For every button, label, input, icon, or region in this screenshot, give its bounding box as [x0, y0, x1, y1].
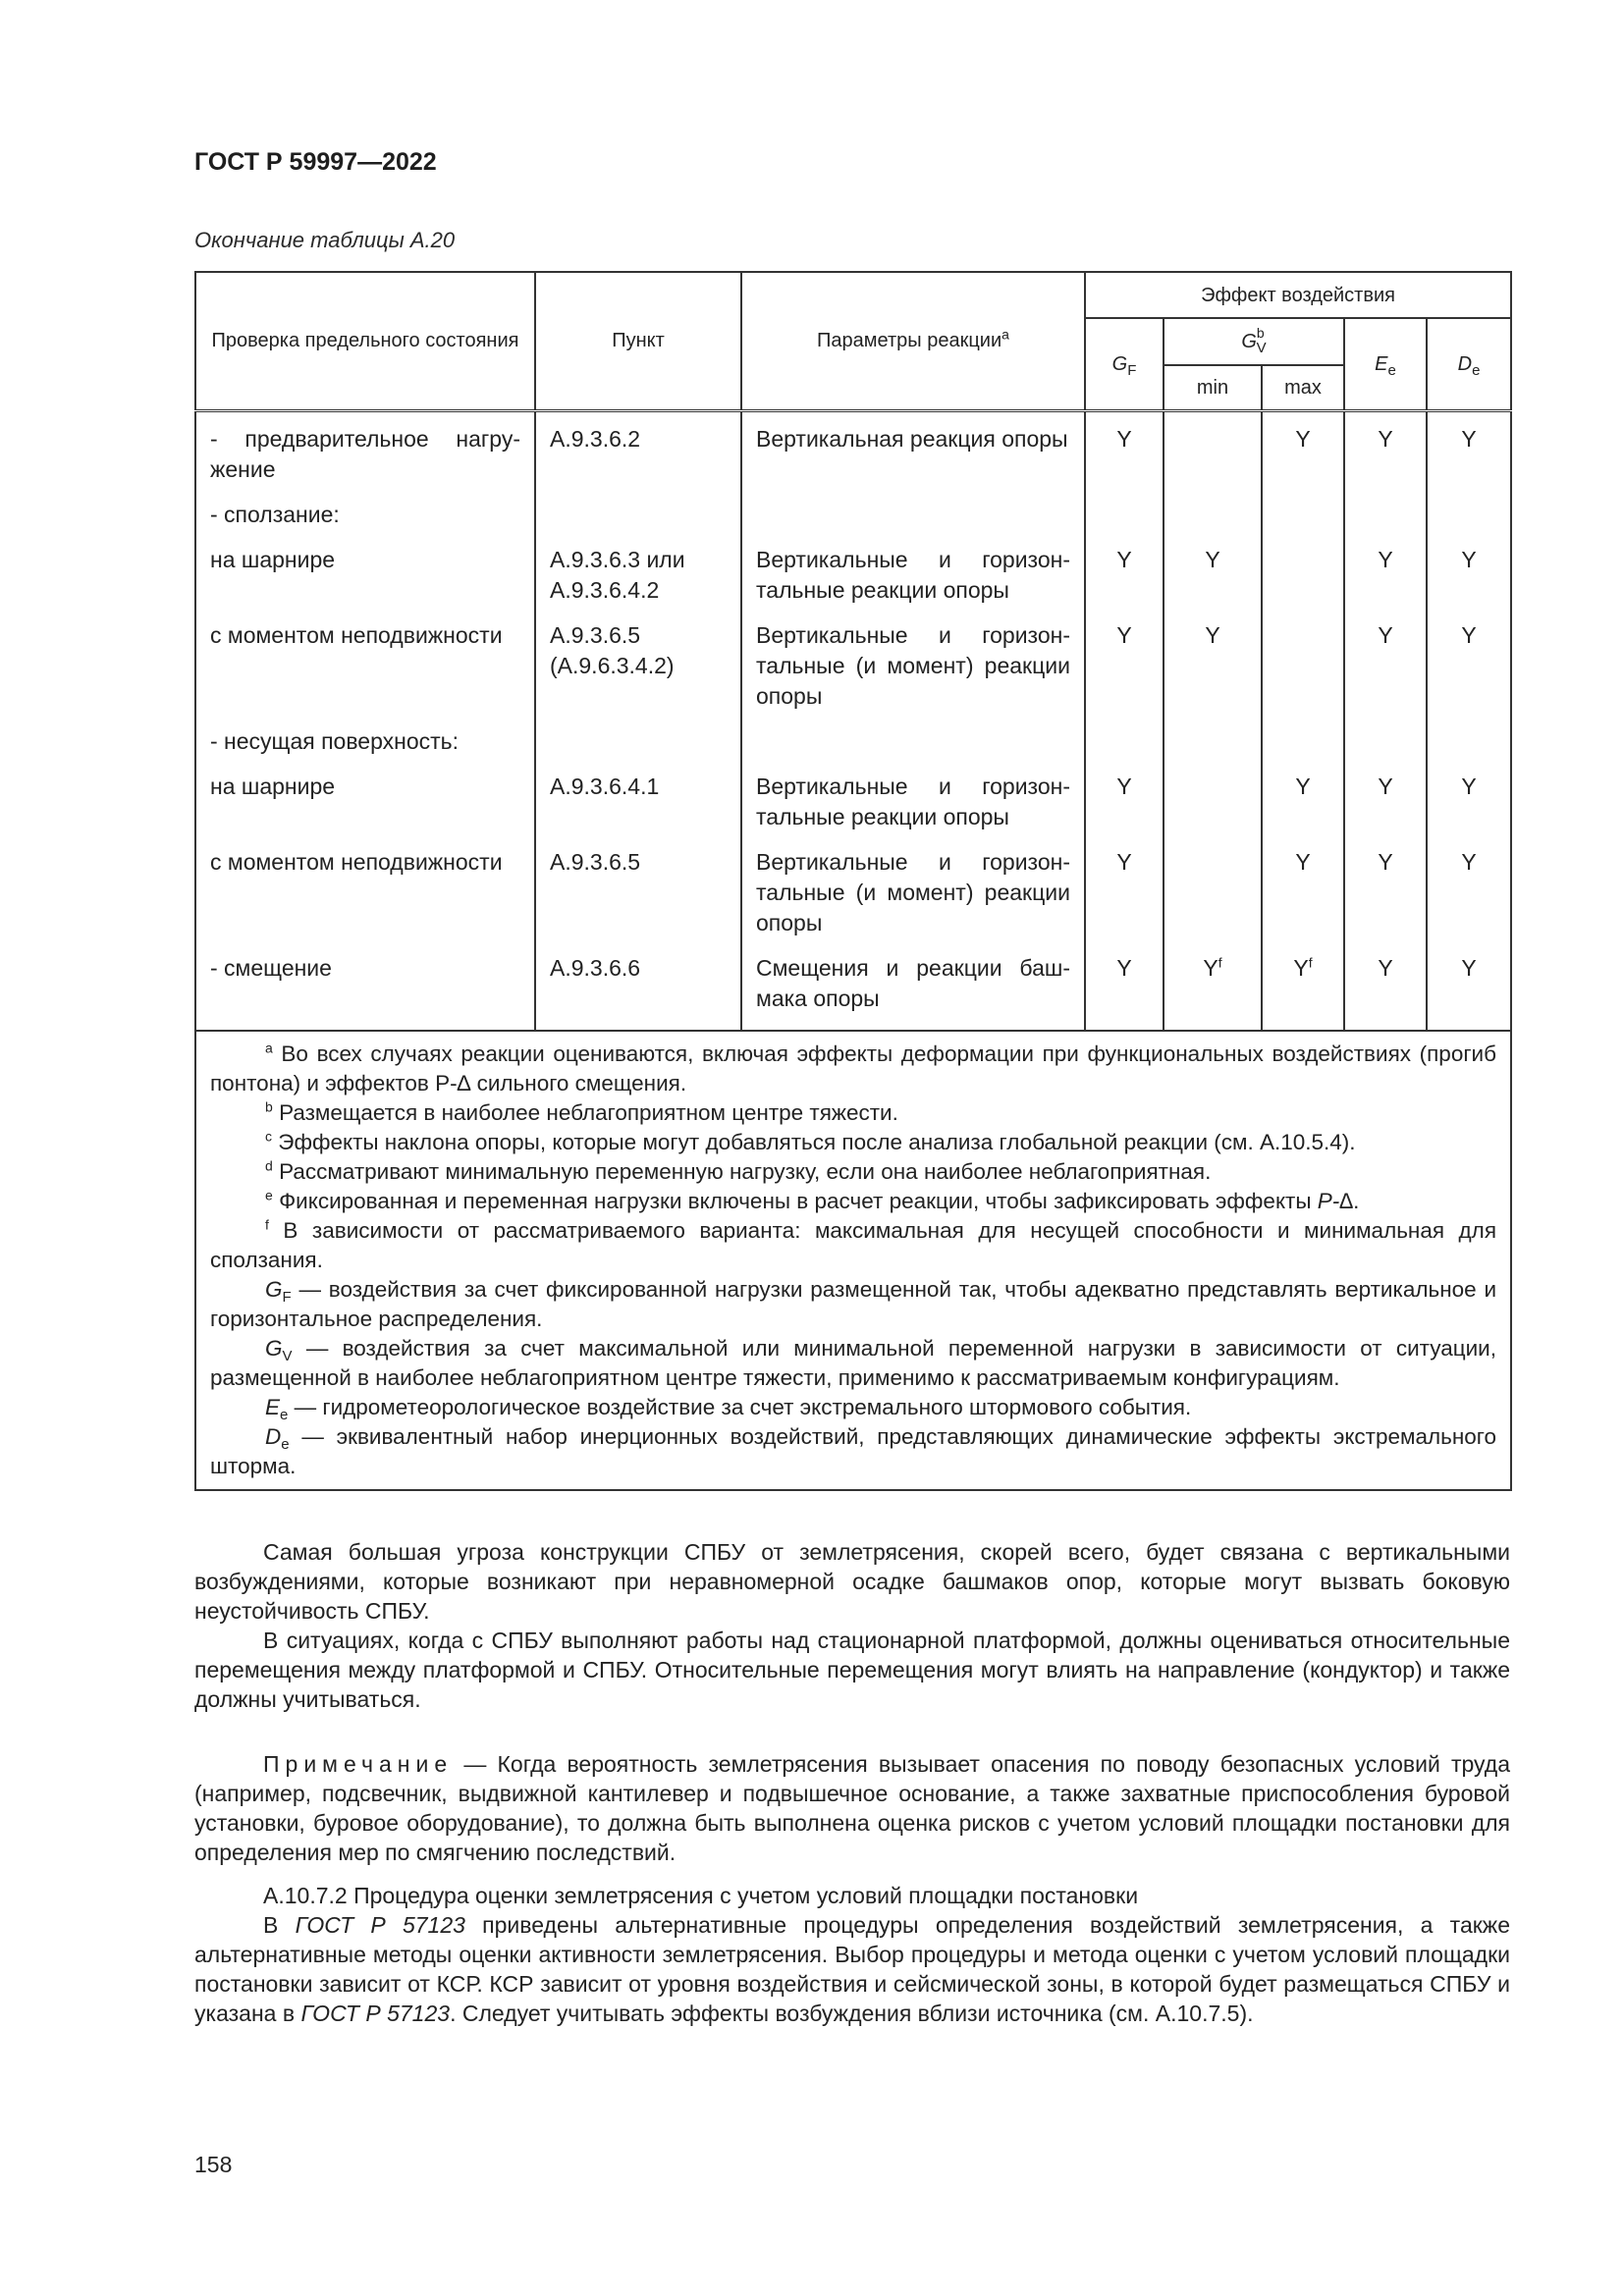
effects-table — [194, 271, 1512, 1491]
cell-gv-min: $Y^f$ — [1164, 949, 1262, 1031]
header-gv: $G^b_V$ — [1164, 318, 1344, 365]
cell-params: Вертикальные и горизонтальные (и момент) реакции опоры — [741, 616, 1085, 722]
cell-check: с моментом неподвижности — [195, 616, 535, 722]
header-params: Параметры реакции$^a$ — [741, 272, 1085, 410]
header-ee: $E_e$ — [1344, 318, 1427, 410]
cell-gf: Y — [1085, 541, 1164, 616]
cell-params: Смещения и реакции башмака опоры — [741, 949, 1085, 1031]
cell-gv-max — [1262, 496, 1344, 541]
header-gf: $G_F$ — [1085, 318, 1164, 410]
header-gv-min: min — [1164, 365, 1262, 410]
table-row — [195, 949, 1511, 1031]
cell-params: Вертикальные и горизонтальные реакции опоры — [741, 768, 1085, 843]
cell-ee: Y — [1344, 843, 1427, 949]
section-heading: А.10.7.2 Процедура оценки землетрясения с учетом условий площадки постановки — [263, 1883, 1139, 1908]
cell-check: - сползание: — [195, 496, 535, 541]
cell-clause: А.9.3.6.5 — [535, 843, 741, 949]
cell-gv-min — [1164, 410, 1262, 496]
cell-params: Вертикальные и горизонтальные реакции опоры — [741, 541, 1085, 616]
cell-clause — [535, 496, 741, 541]
cell-clause: А.9.3.6.2 — [535, 410, 741, 496]
cell-gv-max — [1262, 616, 1344, 722]
header-de: $D_e$ — [1427, 318, 1511, 410]
cell-de: Y — [1427, 616, 1511, 722]
cell-de: Y — [1427, 768, 1511, 843]
note-paragraph: Примечание — Когда вероятность землетрясения вызывает опасения по поводу безопасных условий труда (например, подсвечник, выдвижной кантилевер и подвышечное основание, а также захватные приспособления буровой установки, буровое оборудование), то должна быть выполнена оценка рисков с учетом условий площадки постановки для определения мер по смягчению последствий. — [194, 1751, 1510, 1865]
cell-ee — [1344, 496, 1427, 541]
table-row — [195, 843, 1511, 949]
cell-de: Y — [1427, 541, 1511, 616]
header-gv-max: max — [1262, 365, 1344, 410]
cell-ee: Y — [1344, 616, 1427, 722]
table-row — [195, 496, 1511, 541]
footnote-d: $^d$ Рассматривают минимальную переменную нагрузку, если она наиболее неблагоприятная. — [265, 1157, 1212, 1184]
paragraph: В ситуациях, когда с СПБУ выполняют работы над стационарной платформой, должны оцениваться относительные перемещения между платформой и СПБУ. Относительные перемещения могут влиять на направление (кондуктор) и также должны учитываться. — [194, 1628, 1510, 1712]
footnote-a: $^a$ Во всех случаях реакции оцениваются, включая эффекты деформации при функциональных воздействиях (прогиб понтона) и эффектов P-∆ сильного смещения. — [210, 1040, 1496, 1095]
footnote-b: $^b$ Размещается в наиболее неблагоприятном центре тяжести. — [265, 1098, 898, 1125]
cell-check: на шарнире — [195, 541, 535, 616]
cell-check: - предварительное нагружение — [195, 410, 535, 496]
cell-gf — [1085, 496, 1164, 541]
section-block — [194, 1881, 1510, 2028]
cell-gv-max — [1262, 722, 1344, 768]
cell-ee: Y — [1344, 768, 1427, 843]
cell-gv-min — [1164, 768, 1262, 843]
cell-gv-min — [1164, 496, 1262, 541]
table-row — [195, 722, 1511, 768]
cell-check: - несущая поверхность: — [195, 722, 535, 768]
note-block — [194, 1749, 1510, 1867]
paragraph: В ГОСТ Р 57123 приведены альтернативные процедуры определения воздействий землетрясения, а также альтернативные методы оценки активности землетрясения. Выбор процедуры и метода оценки с учетом условий площадки постановки зависит от КСР. КСР зависит от уровня воздействия и сейсмической зоны, в которой будет размещаться СПБУ и указана в ГОСТ Р 57123. Следует учитывать эффекты возбуждения вблизи источника (см. А.10.7.5). — [194, 1912, 1510, 2026]
footnote-e: $^e$ Фиксированная и переменная нагрузки включены в расчет реакции, чтобы зафиксировать эффекты P-∆. — [265, 1187, 1360, 1213]
cell-params: Вертикальные и горизонтальные (и момент) реакции опоры — [741, 843, 1085, 949]
cell-clause: А.9.3.6.5 (А.9.6.3.4.2) — [535, 616, 741, 722]
cell-gf — [1085, 722, 1164, 768]
cell-check: - смещение — [195, 949, 535, 1031]
cell-gf: Y — [1085, 949, 1164, 1031]
cell-check: с моментом неподвижности — [195, 843, 535, 949]
table-row — [195, 410, 1511, 496]
cell-gv-min: Y — [1164, 616, 1262, 722]
cell-clause — [535, 722, 741, 768]
cell-gv-max — [1262, 541, 1344, 616]
cell-check: на шарнире — [195, 768, 535, 843]
cell-gv-min — [1164, 843, 1262, 949]
cell-ee: Y — [1344, 541, 1427, 616]
cell-gf: Y — [1085, 768, 1164, 843]
cell-de: Y — [1427, 949, 1511, 1031]
table-row — [195, 616, 1511, 722]
cell-ee: Y — [1344, 410, 1427, 496]
cell-params — [741, 496, 1085, 541]
cell-clause: А.9.3.6.3 или А.9.3.6.4.2 — [535, 541, 741, 616]
legend-ee: $E_e$ — гидрометеорологическое воздействие за счет экстремального штормового события. — [265, 1394, 1192, 1423]
note-label: Примечание — [263, 1751, 454, 1777]
document-code: ГОСТ Р 59997—2022 — [194, 148, 437, 176]
table-row — [195, 541, 1511, 616]
footnote-c: $^c$ Эффекты наклона опоры, которые могут добавляться после анализа глобальной реакции (см. А.10.5.4). — [265, 1128, 1356, 1154]
cell-params — [741, 722, 1085, 768]
cell-de — [1427, 722, 1511, 768]
cell-gf: Y — [1085, 616, 1164, 722]
cell-gv-min — [1164, 722, 1262, 768]
paragraph: Самая большая угроза конструкции СПБУ от землетрясения, скорей всего, будет связана с вертикальными возбуждениями, которые возникают при неравномерной осадке башмаков опор, которые могут вызвать боковую неустойчивость СПБУ. — [194, 1539, 1510, 1624]
cell-gv-max: Y — [1262, 410, 1344, 496]
cell-gv-max: Y — [1262, 768, 1344, 843]
cell-gf: Y — [1085, 410, 1164, 496]
cell-gv-min: Y — [1164, 541, 1262, 616]
body-paragraphs — [194, 1537, 1510, 1714]
cell-clause: А.9.3.6.6 — [535, 949, 741, 1031]
page-number: 158 — [194, 2152, 233, 2177]
reference-link: ГОСТ Р 57123 — [295, 1912, 465, 1938]
reference-link: ГОСТ Р 57123 — [300, 2001, 451, 2026]
legend-gf: $G_F$ — воздействия за счет фиксированной нагрузки размещенной так, чтобы адекватно представлять вертикальное и горизонтальное распределения. — [210, 1276, 1497, 1331]
table-row — [195, 768, 1511, 843]
cell-ee — [1344, 722, 1427, 768]
cell-de: Y — [1427, 410, 1511, 496]
header-effect-group: Эффект воздействия — [1085, 272, 1511, 318]
cell-de — [1427, 496, 1511, 541]
cell-clause: А.9.3.6.4.1 — [535, 768, 741, 843]
cell-ee: Y — [1344, 949, 1427, 1031]
header-check: Проверка предельного состояния — [195, 272, 535, 410]
cell-gv-max: Y — [1262, 843, 1344, 949]
table-footnotes — [195, 1031, 1511, 1490]
footnote-f: $^f$ В зависимости от рассматриваемого варианта: максимальная для несущей способности и минимальная для сползания. — [210, 1216, 1496, 1272]
cell-gv-max: $Y^f$ — [1262, 949, 1344, 1031]
legend-gv: $G_V$ — воздействия за счет максимальной или минимальной переменной нагрузки в зависимости от ситуации, размещенной в наиболее неблагоприятном центре тяжести, применимо к рассматриваемым конфигурациям. — [210, 1335, 1497, 1390]
table-caption: Окончание таблицы А.20 — [194, 228, 456, 252]
cell-gf: Y — [1085, 843, 1164, 949]
header-clause: Пункт — [535, 272, 741, 410]
cell-de: Y — [1427, 843, 1511, 949]
legend-de: $D_e$ — эквивалентный набор инерционных воздействий, представляющих динамические эффекты экстремального шторма. — [210, 1423, 1497, 1478]
cell-params: Вертикальная реакция опоры — [741, 410, 1085, 496]
